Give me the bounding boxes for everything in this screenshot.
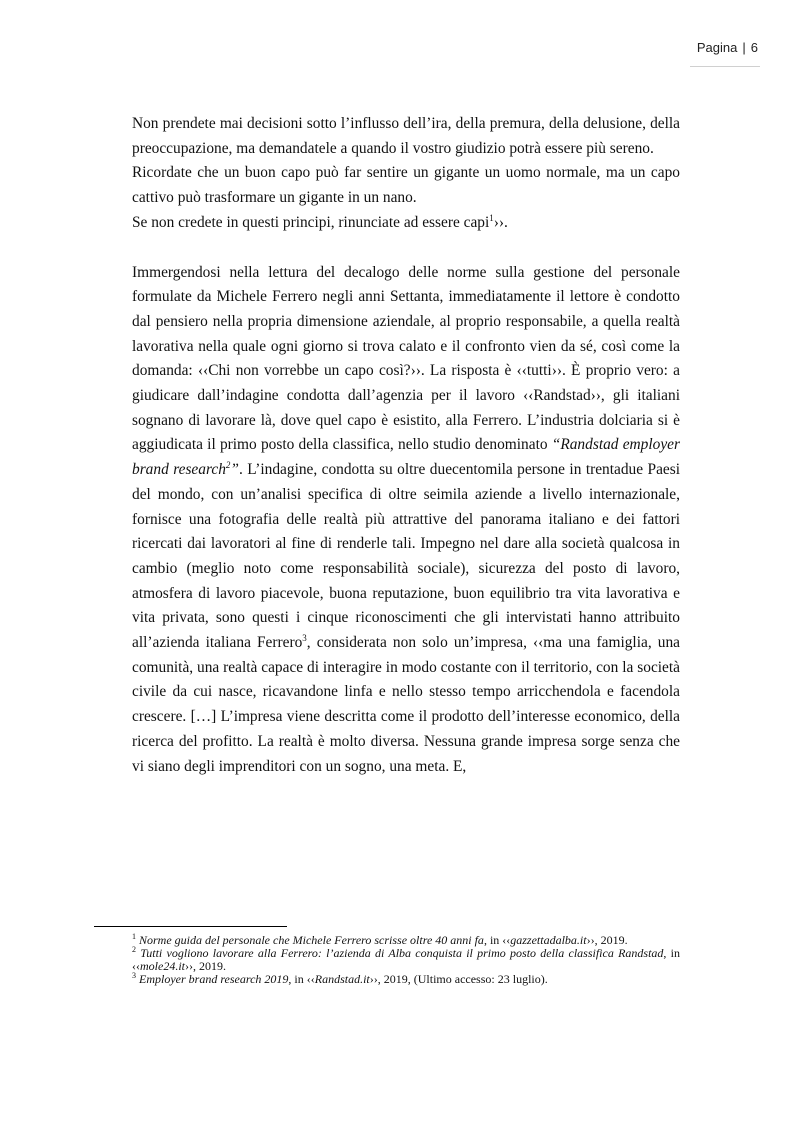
- footnote-3: [132, 973, 680, 986]
- footnote-source: gazzettadalba.it: [510, 933, 587, 947]
- footnote-2: [132, 947, 680, 973]
- footnote-source: Randstad.it: [314, 972, 370, 986]
- header-separator: |: [742, 40, 746, 55]
- body-text: [132, 112, 680, 779]
- quote-paragraph-1: Non prendete mai decisioni sotto l’influsso dell’ira, della premura, della delusione, della preoccupazione, ma demandatele a quando il vostro giudizio potrà essere più sereno.: [132, 115, 680, 157]
- footnote-title: Tutti vogliono lavorare alla Ferrero: l’azienda di Alba conquista il primo posto della classifica Randstad: [140, 946, 664, 960]
- main-text-part-1: Immergendosi nella lettura del decalogo delle norme sulla gestione del personale formulate da Michele Ferrero negli anni Settanta, immediatamente il lettore è condotto dal pensiero nella propria dimensione aziendale, al proprio responsabile, a quella realtà lavorativa nella quale ogni giorno si trova calato e il confronto vien da sé, così come la domanda: ‹‹Chi non vorrebbe un capo così?››. La risposta è ‹‹tutti››. È proprio vero: a giudicare dall’indagine condotta dall’agenzia per il lavoro ‹‹Randstad››, gli italiani sognano di lavorare là, dove quel capo è esistito, alla Ferrero. L’industria dolciaria si è aggiudicata il primo posto della classifica, nello studio denominato: [132, 263, 680, 454]
- footnote-ref-1: 1: [489, 212, 494, 223]
- footnote-source: mole24.it: [140, 959, 185, 973]
- quote-paragraph-2: Ricordate che un buon capo può far sentire un gigante un uomo normale, ma un capo cattivo può trasformare un gigante in un nano.: [132, 164, 680, 207]
- footnote-mid: , in ‹‹: [132, 946, 680, 973]
- footnote-title: Employer brand research 2019: [139, 972, 289, 986]
- main-text-part-2: . L’indagine, condotta su oltre duecentomila persone in trentadue Paesi del mondo, con un’analisi specifica di oltre seimila aziende a livello internazionale, fornisce una fotografia delle realtà più attrattive del panorama italiano e dei fattori ricercati dai lavoratori al fine di renderle tali. Impegno nel dare alla società qualcosa in cambio (meglio noto come responsabilità sociale), sicurezza del posto di lavoro, atmosfera di lavoro piacevole, buona reputazione, buon equilibrio tra vita lavorativa e vita privata, sono questi i cinque riconoscimenti che gli intervistati hanno attribuito all’azienda italiana Ferrero: [132, 461, 681, 652]
- page-number: 6: [750, 40, 758, 55]
- footnote-number: 2: [132, 945, 136, 954]
- footnotes: [132, 934, 680, 986]
- footnote-separator: [94, 926, 287, 927]
- quote-text: Se non credete in questi principi, rinunciate ad essere capi: [132, 213, 490, 231]
- paragraph-gap: [132, 236, 680, 261]
- footnote-ref-2: 2: [225, 460, 231, 471]
- footnote-title: Norme guida del personale che Michele Ferrero scrisse oltre 40 anni fa: [139, 933, 484, 947]
- footnote-number: 3: [132, 971, 136, 980]
- footnote-tail: ››, 2019.: [185, 959, 226, 973]
- main-paragraph: [132, 261, 680, 780]
- study-title-end: ”: [230, 461, 239, 479]
- footnote-number: 1: [132, 932, 136, 941]
- quote-paragraph-3: [132, 211, 680, 236]
- footnote-tail: ››, 2019.: [586, 933, 628, 947]
- quote-end: ››.: [493, 213, 508, 231]
- page-label: Pagina: [696, 40, 738, 55]
- main-text-part-3: , considerata non solo un’impresa, ‹‹ma una famiglia, una comunità, una realtà capace di interagire in modo costante con il territorio, con la società civile da cui nasce, ricavandone linfa e nello stesso tempo arricchendola e facendola crescere. […] L’impresa viene descritta come il prodotto dell’interesse economico, della ricerca del profitto. La realtà è molto diversa. Nessuna grande impresa sorge senza che vi siano degli imprenditori con un sogno, una meta. E,: [132, 634, 680, 775]
- footnote-mid: , in ‹‹: [483, 933, 511, 947]
- footnote-ref-3: 3: [302, 632, 307, 643]
- header-rule: [690, 66, 760, 67]
- footnote-tail: ››, 2019, (Ultimo accesso: 23 luglio).: [369, 972, 548, 986]
- page-header: [697, 40, 758, 55]
- study-title-text: “Randstad employer brand research: [132, 436, 680, 479]
- footnote-mid: , in ‹‹: [288, 972, 315, 986]
